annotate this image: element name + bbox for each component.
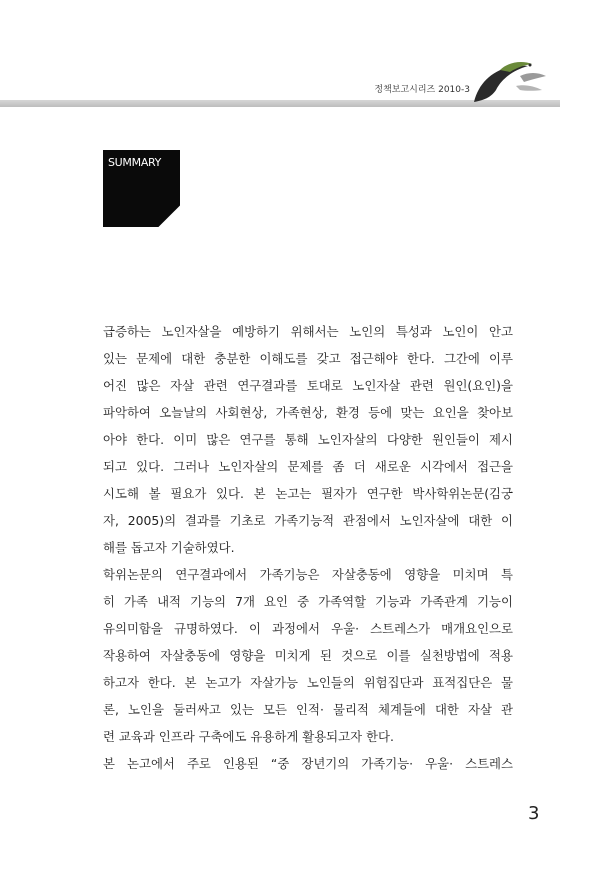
body-line: 있는 문제에 대한 충분한 이해도를 갖고 접근해야 한다. 그간에 이루 <box>103 351 513 366</box>
body-line: 작용하여 자살충동에 영향을 미치게 된 것으로 이를 실천방법에 적용 <box>103 648 513 663</box>
page-number: 3 <box>528 803 540 824</box>
body-line: 해를 돕고자 기술하였다. <box>103 540 235 555</box>
section-label: SUMMARY <box>108 156 162 169</box>
series-title: 정책보고시리즈 2010-3 <box>374 85 470 95</box>
body-line: 파악하여 오늘날의 사회현상, 가족현상, 환경 등에 맞는 요인을 찾아보 <box>103 405 513 420</box>
body-line: 되고 있다. 그러나 노인자살의 문제를 좀 더 새로운 시각에서 접근을 <box>103 459 513 474</box>
body-line: 하고자 한다. 본 논고가 자살가능 노인들의 위험집단과 표적집단은 물 <box>103 675 513 690</box>
body-line: 시도해 볼 필요가 있다. 본 논고는 필자가 연구한 박사학위논문(김궁 <box>103 486 513 501</box>
body-line: 히 가족 내적 기능의 7개 요인 중 가족역할 기능과 가족관계 기능이 <box>103 594 513 609</box>
body-line: 련 교육과 인프라 구축에도 유용하게 활용되고자 한다. <box>103 729 394 744</box>
body-line: 론, 노인을 둘러싸고 있는 모든 인적· 물리적 체계들에 대한 자살 관 <box>103 702 513 717</box>
bird-logo-icon <box>470 56 550 106</box>
body-line: 아야 한다. 이미 많은 연구를 통해 노인자살의 다양한 원인들이 제시 <box>103 432 513 447</box>
body-line: 급증하는 노인자살을 예방하기 위해서는 노인의 특성과 노인이 안고 <box>103 324 513 339</box>
body-line: 어진 많은 자살 관련 연구결과를 토대로 노인자살 관련 원인(요인)을 <box>103 378 513 393</box>
body-line: 자, 2005)의 결과를 기초로 가족기능적 관점에서 노인자살에 대한 이 <box>103 513 513 528</box>
body-line: 유의미함을 규명하였다. 이 과정에서 우울· 스트레스가 매개요인으로 <box>103 621 513 636</box>
summary-body <box>103 318 513 777</box>
body-line: 학위논문의 연구결과에서 가족기능은 자살충동에 영향을 미치며 특 <box>103 567 513 582</box>
body-line: 본 논고에서 주로 인용된 “중 장년기의 가족기능· 우울· 스트레스 <box>103 756 513 771</box>
